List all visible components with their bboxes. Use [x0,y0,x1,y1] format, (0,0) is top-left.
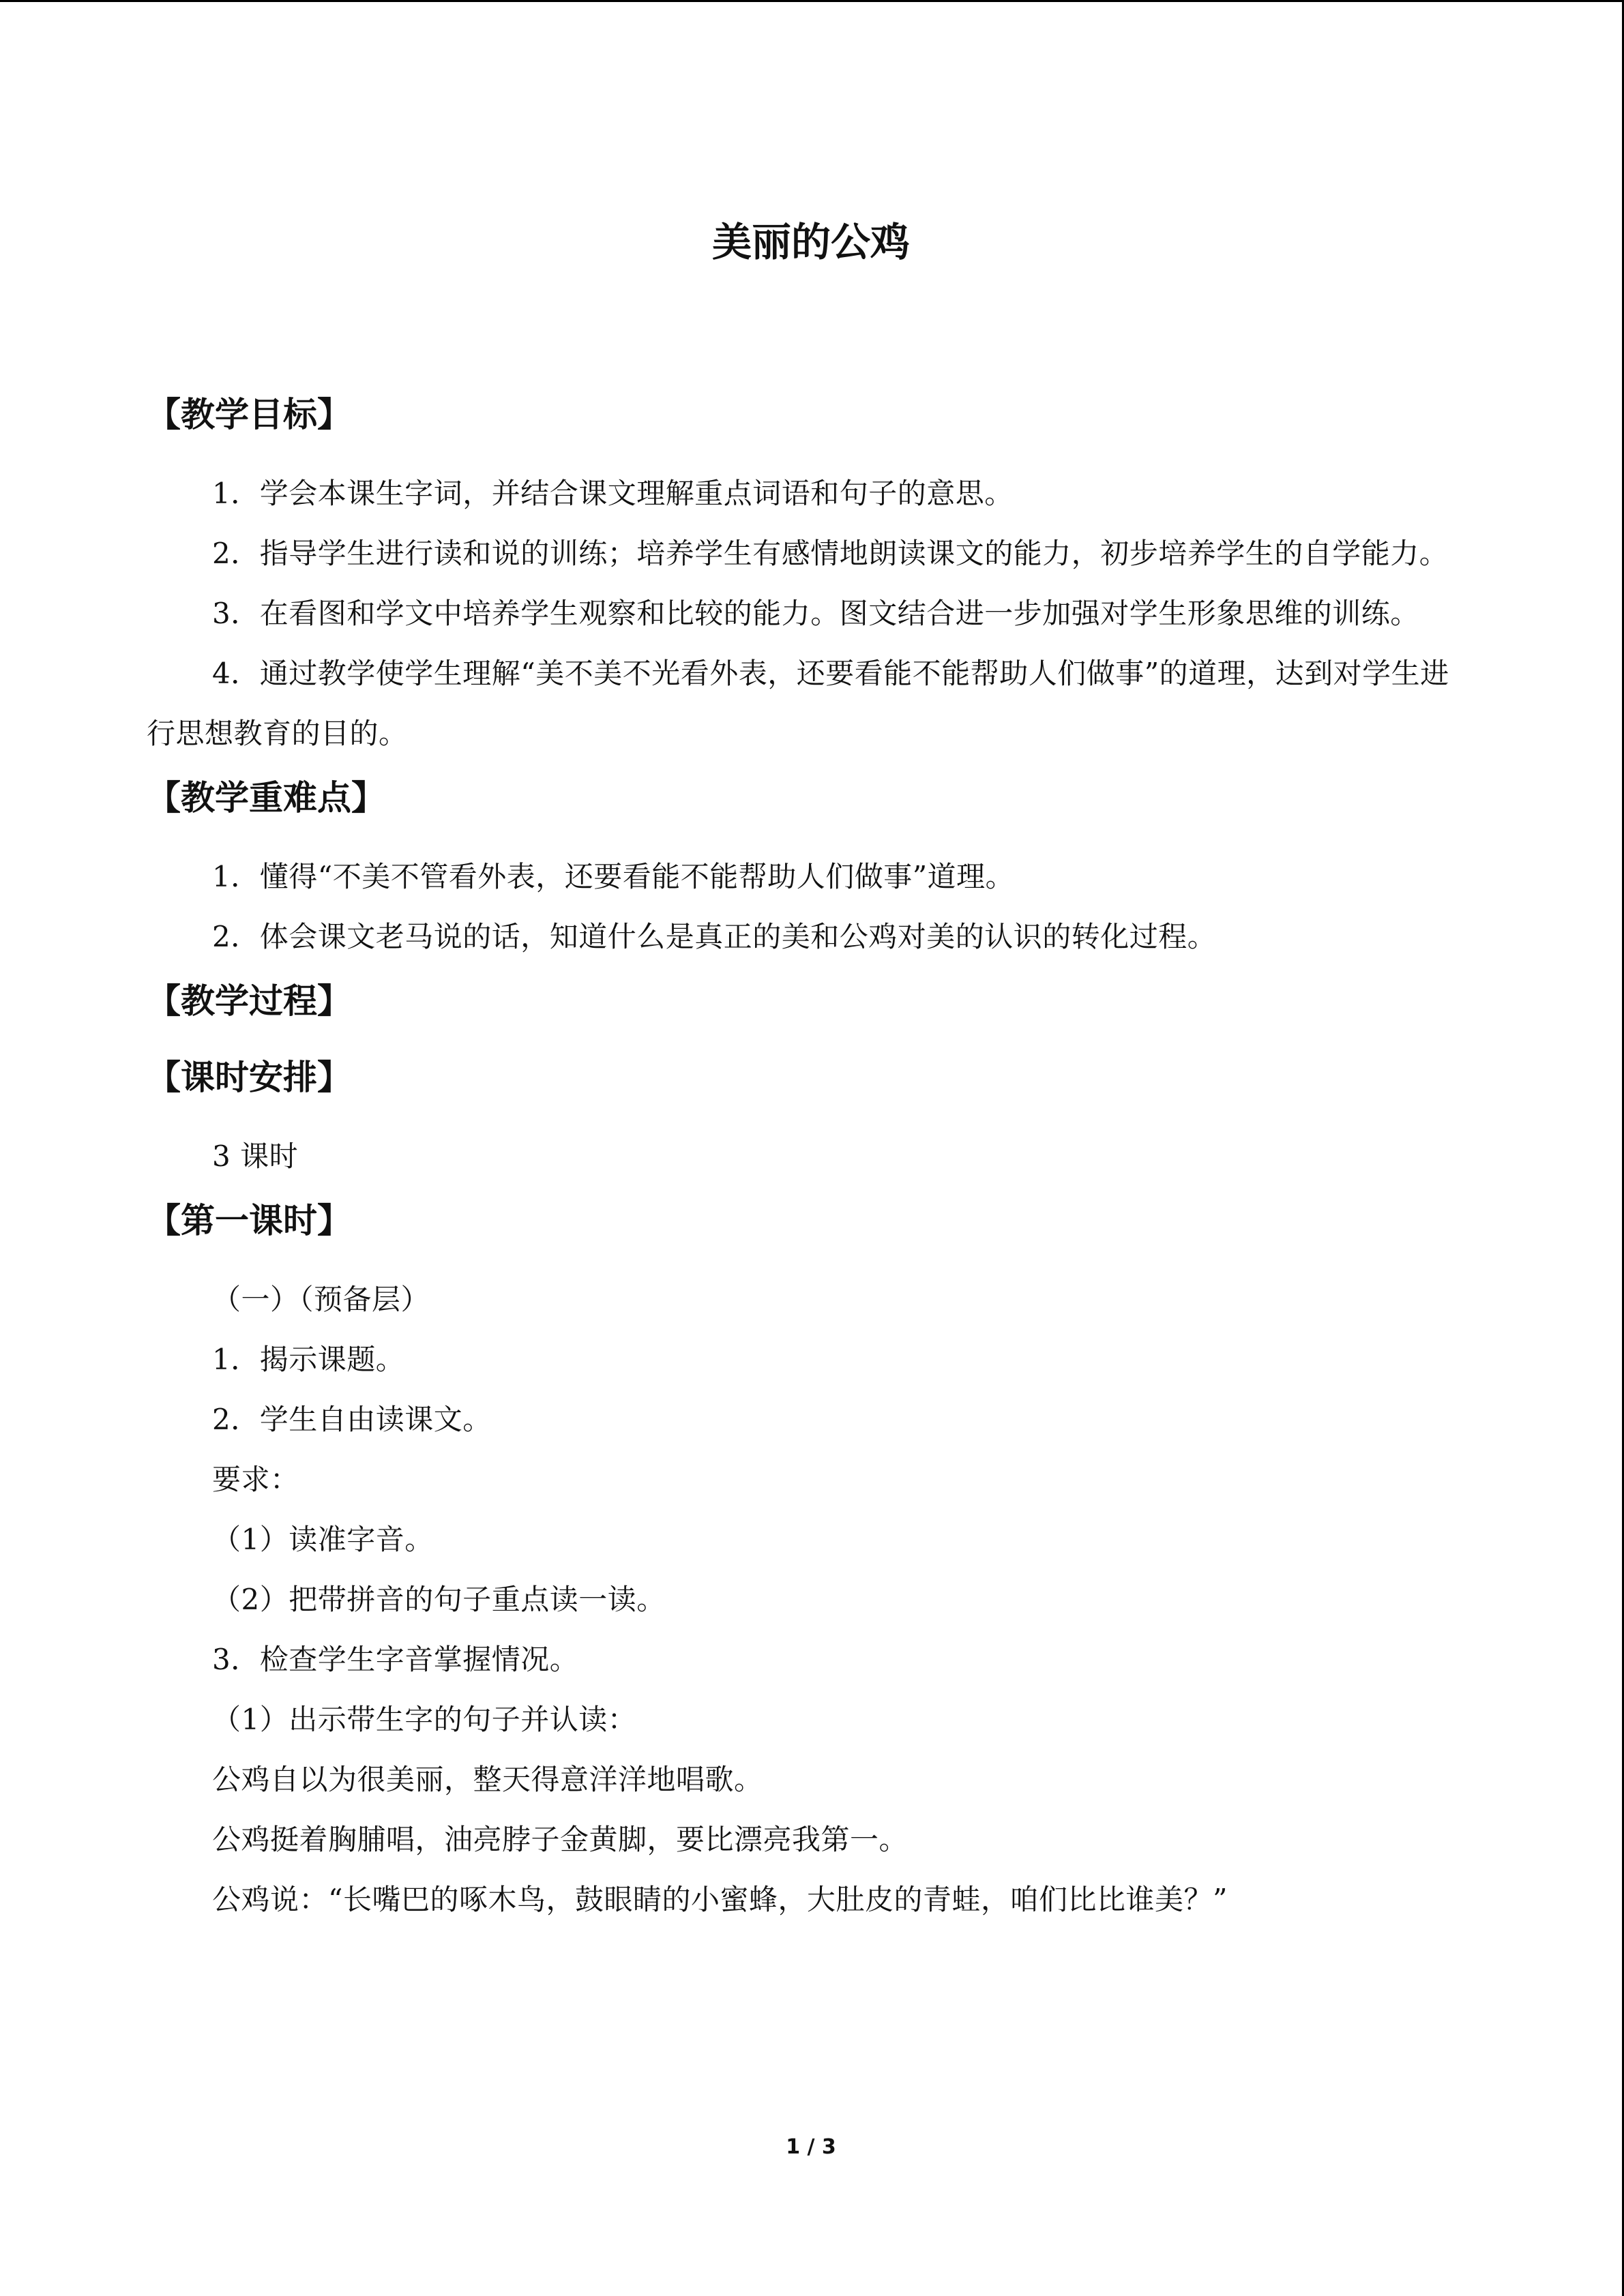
lesson1-item: （1）读准字音。 [212,1523,434,1556]
page-title: 美丽的公鸡 [711,219,910,265]
page-number: 1 / 3 [786,2135,836,2159]
lesson1-item: （一）（预备层） [212,1283,430,1316]
lesson1-item: 1．揭示课题。 [212,1343,405,1376]
lesson1-item: 3．检查学生字音掌握情况。 [212,1643,579,1676]
lesson1-item: 2．学生自由读课文。 [212,1403,492,1436]
section-heading-schedule: 【课时安排】 [147,1058,351,1097]
lesson1-item: 要求： [212,1463,299,1496]
goal-item-4: 4．通过教学使学生理解“美不美不光看外表，还要看能不能帮助人们做事”的道理，达到对学生进行思想教育的目的。 [147,657,1449,750]
key-point-item-1: 1．懂得“不美不管看外表，还要看能不能帮助人们做事”道理。 [212,860,1015,893]
document-body [147,387,1477,1930]
goal-item-2: 2．指导学生进行读和说的训练；培养学生有感情地朗读课文的能力，初步培养学生的自学能力。 [212,537,1449,570]
key-point-item-2: 2．体会课文老马说的话，知道什么是真正的美和公鸡对美的认识的转化过程。 [212,920,1217,953]
section-heading-lesson1: 【第一课时】 [147,1201,351,1240]
lesson1-item: 公鸡挺着胸脯唱，油亮脖子金黄脚，要比漂亮我第一。 [212,1823,909,1856]
section-heading-key-points: 【教学重难点】 [147,778,385,818]
goal-item-3: 3．在看图和学文中培养学生观察和比较的能力。图文结合进一步加强对学生形象思维的训练。 [212,597,1419,630]
lesson1-item: （1）出示带生字的句子并认读： [212,1703,637,1736]
section-heading-process: 【教学过程】 [147,981,351,1021]
section-heading-goals: 【教学目标】 [147,395,351,434]
lesson1-item: 公鸡说：“长嘴巴的啄木鸟，鼓眼睛的小蜜蜂，大肚皮的青蛙，咱们比比谁美？” [212,1883,1228,1916]
schedule-text: 3 课时 [212,1139,299,1173]
lesson1-item: （2）把带拼音的句子重点读一读。 [212,1583,666,1616]
lesson1-item: 公鸡自以为很美丽，整天得意洋洋地唱歌。 [212,1763,763,1796]
goal-item-1: 1．学会本课生字词，并结合课文理解重点词语和句子的意思。 [212,477,1014,510]
